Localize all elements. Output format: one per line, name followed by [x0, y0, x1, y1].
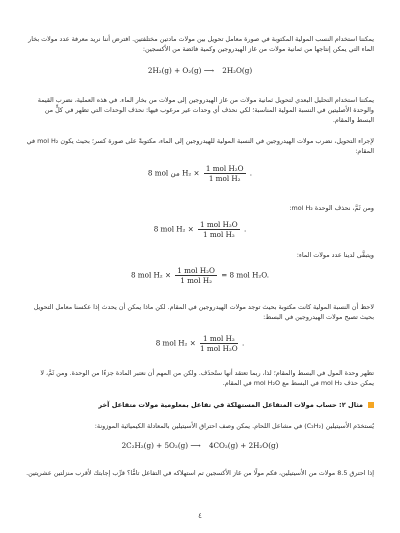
equation-lhs: 2H₂(g) + O₂(g)	[147, 66, 202, 75]
paragraph-conversion-setup: لإجراء التحويل، نضرب مولات الهيدروجين في النسبة المولية للهيدروجين إلى الماء، مكتوبةً على صورة كسر؛ بحيث يكون mol H₂ في المقام:	[26, 137, 374, 155]
calculation-step-3	[0, 266, 400, 285]
calc-prefix: 8 mol H₂ ×	[153, 224, 194, 234]
mole-ratio-fraction	[204, 164, 246, 183]
paragraph-cancel-unit: ومن ثَمَّ، نحذف الوحدة mol H₂:	[289, 204, 374, 212]
fraction-denominator: 1 mol H₂	[208, 174, 241, 183]
paragraph-remaining-moles: ويتبقَّى لدينا عدد مولات الماء:	[296, 251, 374, 259]
calculation-step-2	[0, 220, 400, 239]
reaction-arrow: ⟶	[190, 441, 201, 450]
example-heading	[26, 400, 374, 410]
calc-prefix: 8 mol من H₂ ×	[147, 168, 200, 178]
example-bullet-icon	[368, 402, 374, 408]
paragraph-units-explanation: تظهر وحدة المول في البسط والمقام؛ لذا، ربما تعتقد أنها ستُحذَف. ولكن من المهم أن نعتبر المادة جزءًا من الوحدة. ومن ثَمَّ، لا يمكن حذف mol H₂ في البسط مع mol H₂O في المقام.	[40, 369, 374, 387]
equation-lhs: 2C₂H₂(g) + 5O₂(g)	[121, 441, 189, 450]
calc-prefix: 8 mol H₂ ×	[155, 338, 196, 348]
fraction-denominator: 1 mol H₂	[180, 276, 212, 285]
paragraph-mole-ratio-intro: يمكننا استخدام النسب المولية المكتوبة في صورة معامل تحويل بين مولات مادتين مختلفتين. افترض أننا نريد معرفة عدد مولات بخار الماء التي يمكن إنتاجها من ثمانية مولات من غاز الهيدروجين وكمية فائضة من الأكسجين:	[28, 35, 374, 53]
reaction-arrow: ⟶	[203, 66, 214, 75]
example-heading-text: مثال ٢: حساب مولات المتفاعل المستهلكة في تفاعل بمعلومية مولات متفاعل آخر	[98, 401, 363, 409]
paragraph-dimensional-analysis: يمكننا استخدام التحليل البعدي لتحويل ثمانية مولات من غاز الهيدروجين إلى مولات من بخار الماء. في هذه العملية، نضرب القيمة والوحدة الأصليتين في النسبة المولية المناسبة؛ لكي نحذف أي وحدات غير مرغوب فيها: نحذف الوحدات التي تظهر في كلٍّ من البسط والمقام.	[37, 96, 374, 124]
inverted-ratio-fraction	[200, 334, 238, 353]
equation-rhs: 4CO₂(g) + 2H₂O(g)	[208, 441, 279, 450]
calculation-step-1	[0, 164, 400, 183]
mole-ratio-fraction	[198, 220, 240, 239]
page-number: ٤	[198, 512, 202, 520]
paragraph-inverted-ratio: لاحظ أن النسبة المولية كانت مكتوبة بحيث توجد مولات الهيدروجين في المقام. لكن ماذا يمكن أن يحدث إذا عكسنا معامل التحويل بحيث تصبح مولات الهيدروجين في البسط:	[33, 303, 374, 321]
equation-acetylene-combustion	[0, 441, 400, 450]
fraction-numerator: 1 mol H₂O	[200, 220, 238, 229]
fraction-denominator: 1 mol H₂O	[200, 344, 238, 353]
paragraph-acetylene: يُستخدَم الأسيتيلين (C₂H₂) في مشاعل اللحام. يمكن وصف احتراق الأسيتيلين بالمعادلة الكيميائية الموزونة:	[94, 422, 374, 430]
calc-result: = 8 mol H₂O.	[221, 270, 270, 280]
equation-water-formation	[0, 66, 400, 75]
calc-prefix: 8 mol H₂ ×	[130, 270, 171, 280]
fraction-numerator: 1 mol H₂O	[177, 266, 215, 275]
fraction-numerator: 1 mol H₂	[200, 334, 238, 344]
calculation-inverted	[0, 334, 400, 353]
calc-suffix: .	[249, 168, 253, 178]
paragraph-question: إذا احترق 8.5 مولات من الأسيتيلين، فكم مولًا من غاز الأكسجين تم استهلاكه في التفاعل تامًّا؟ قرِّب إجابتك لأقرب منزلتين عشريتين.	[26, 469, 374, 477]
mole-ratio-fraction	[175, 266, 217, 285]
fraction-numerator: 1 mol H₂O	[205, 164, 244, 173]
calc-suffix: .	[243, 224, 247, 234]
equation-rhs: 2H₂O(g)	[222, 66, 253, 75]
calc-suffix: .	[241, 338, 245, 348]
fraction-denominator: 1 mol H₂	[203, 230, 235, 239]
